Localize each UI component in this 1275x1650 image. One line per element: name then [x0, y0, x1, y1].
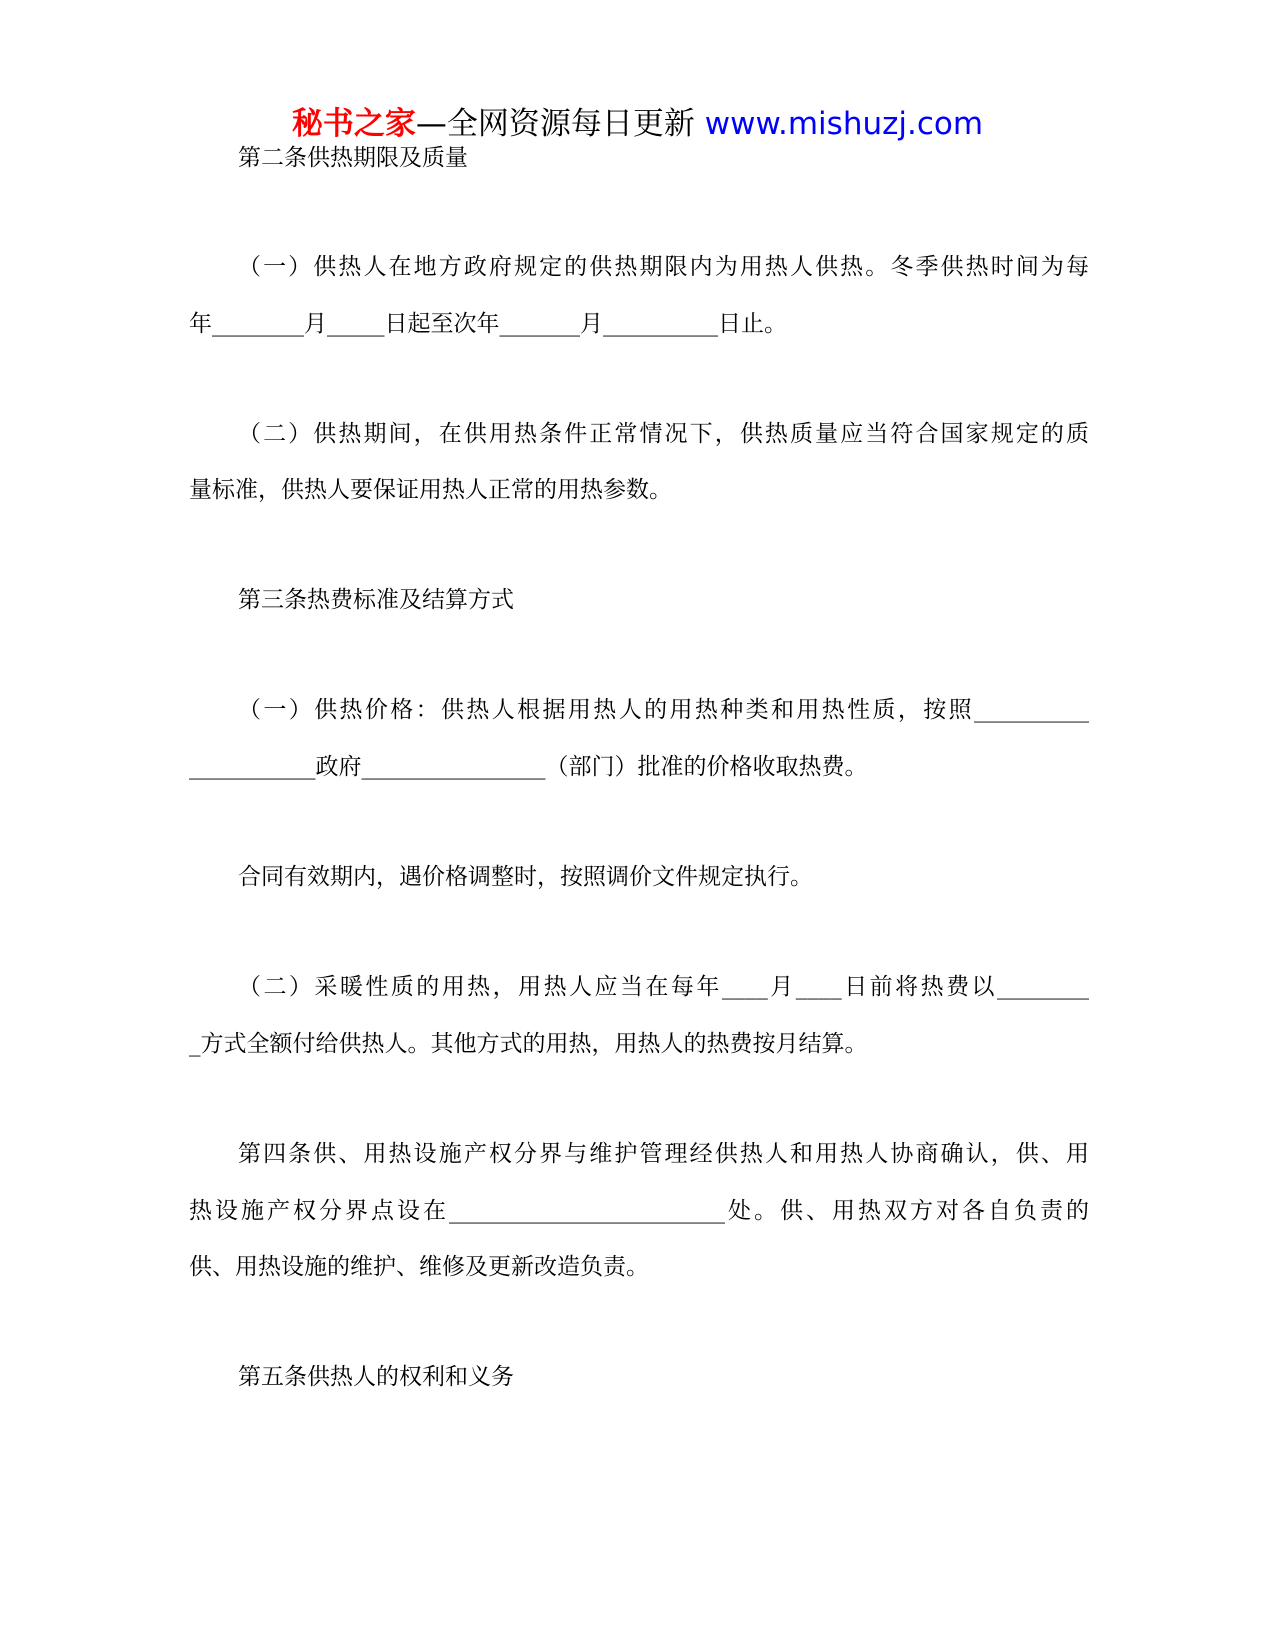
paragraph-2-2-line-1: （二）供热期间，在供用热条件正常情况下，供热质量应当符合国家规定的质: [238, 421, 1089, 447]
article-3-heading: 第三条热费标准及结算方式: [238, 587, 514, 613]
article-4-line-1: 第四条供、用热设施产权分界与维护管理经供热人和用热人协商确认，供、用: [238, 1141, 1089, 1167]
site-tagline: —全网资源每日更新: [415, 106, 695, 142]
paragraph-3-2-line-2: _方式全额付给供热人。其他方式的用热，用热人的热费按月结算。: [189, 1031, 868, 1057]
paragraph-2-2-line-2: 量标准，供热人要保证用热人正常的用热参数。: [189, 477, 672, 503]
article-2-heading: 第二条供热期限及质量: [238, 145, 468, 171]
paragraph-2-1-line-1: （一）供热人在地方政府规定的供热期限内为用热人供热。冬季供热时间为每: [238, 254, 1089, 280]
paragraph-3-price-adjust: 合同有效期内，遇价格调整时，按照调价文件规定执行。: [238, 864, 813, 890]
paragraph-2-1-line-2: 年________月_____日起至次年_______月__________日止。: [189, 311, 787, 337]
paragraph-3-1-line-2: ___________政府________________（部门）批准的价格收取热费。: [189, 754, 868, 780]
article-4-line-3: 供、用热设施的维护、维修及更新改造负责。: [189, 1254, 649, 1280]
site-brand: 秘书之家: [291, 106, 416, 142]
article-5-heading: 第五条供热人的权利和义务: [238, 1364, 514, 1390]
site-url-link[interactable]: www.mishuzj.com: [704, 106, 984, 142]
paragraph-3-1-line-1: （一）供热价格：供热人根据用热人的用热种类和用热性质，按照__________: [238, 697, 1089, 723]
article-4-line-2: 热设施产权分界点设在________________________处。供、用热双方对各自负责的: [189, 1198, 1089, 1224]
site-header: [0, 104, 1275, 144]
paragraph-3-2-line-1: （二）采暖性质的用热，用热人应当在每年____月____日前将热费以________: [238, 974, 1089, 1000]
